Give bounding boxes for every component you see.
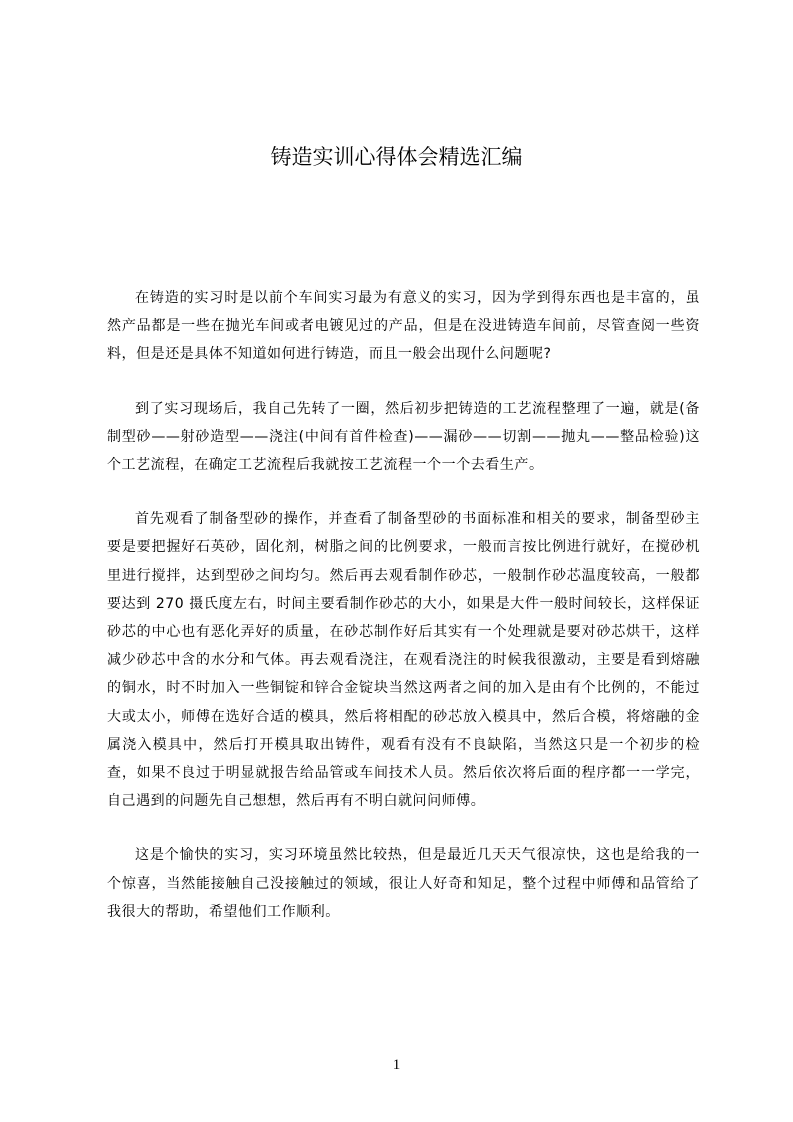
paragraph-2: 到了实习现场后，我自己先转了一圈，然后初步把铸造的工艺流程整理了一遍，就是(备制型砂——射砂造型——浇注(中间有首件检查)——漏砂——切割——抛丸——整品检验)这个工艺流程，在确定工艺流程后我就按工艺流程一个一个去看生产。 (107, 400, 700, 474)
paragraph-3: 首先观看了制备型砂的操作，并查看了制备型砂的书面标准和相关的要求，制备型砂主要是要把握好石英砂，固化剂，树脂之间的比例要求，一般而言按比例进行就好，在搅砂机里进行搅拌，达到型砂之间均匀。然后再去观看制作砂芯，一般制作砂芯温度较高，一般都要达到 270 摄氏度左右，时间主要看制作砂芯的大小，如果是大件一般时间较长，这样保证砂芯的中心也有恶化弄好的质量，在砂芯制作好后其实有一个处理就是要对砂芯烘干，这样减少砂芯中含的水分和气体。再去观看浇注，在观看浇注的时候我很激动，主要是看到熔融的铜水，时不时加入一些铜锭和锌合金锭块当然这两者之间的加入是由有个比例的，不能过大或太小，师傅在选好合适的模具，然后将相配的砂芯放入模具中，然后合模，将熔融的金属浇入模具中，然后打开模具取出铸件，观看有没有不良缺陷，当然这只是一个初步的检查，如果不良过于明显就报告给品管或车间技术人员。然后依次将后面的程序都一一学完，自己遇到的问题先自己想想，然后再有不明白就问问师傅。 (107, 511, 700, 810)
document-body (107, 284, 700, 952)
page-number: 1 (392, 1057, 401, 1073)
paragraph-1: 在铸造的实习时是以前个车间实习最为有意义的实习，因为学到得东西也是丰富的，虽然产品都是一些在抛光车间或者电镀见过的产品，但是在没进铸造车间前，尽管查阅一些资料，但是还是具体不知道如何进行铸造，而且一般会出现什么问题呢? (107, 290, 700, 363)
paragraph-4: 这是个愉快的实习，实习环境虽然比较热，但是最近几天天气很凉快，这也是给我的一个惊喜，当然能接触自己没接触过的领域，很让人好奇和知足，整个过程中师傅和品管给了我很大的帮助，希望他们工作顺利。 (107, 847, 700, 920)
document-title: 铸造实训心得体会精选汇编 (270, 145, 523, 169)
